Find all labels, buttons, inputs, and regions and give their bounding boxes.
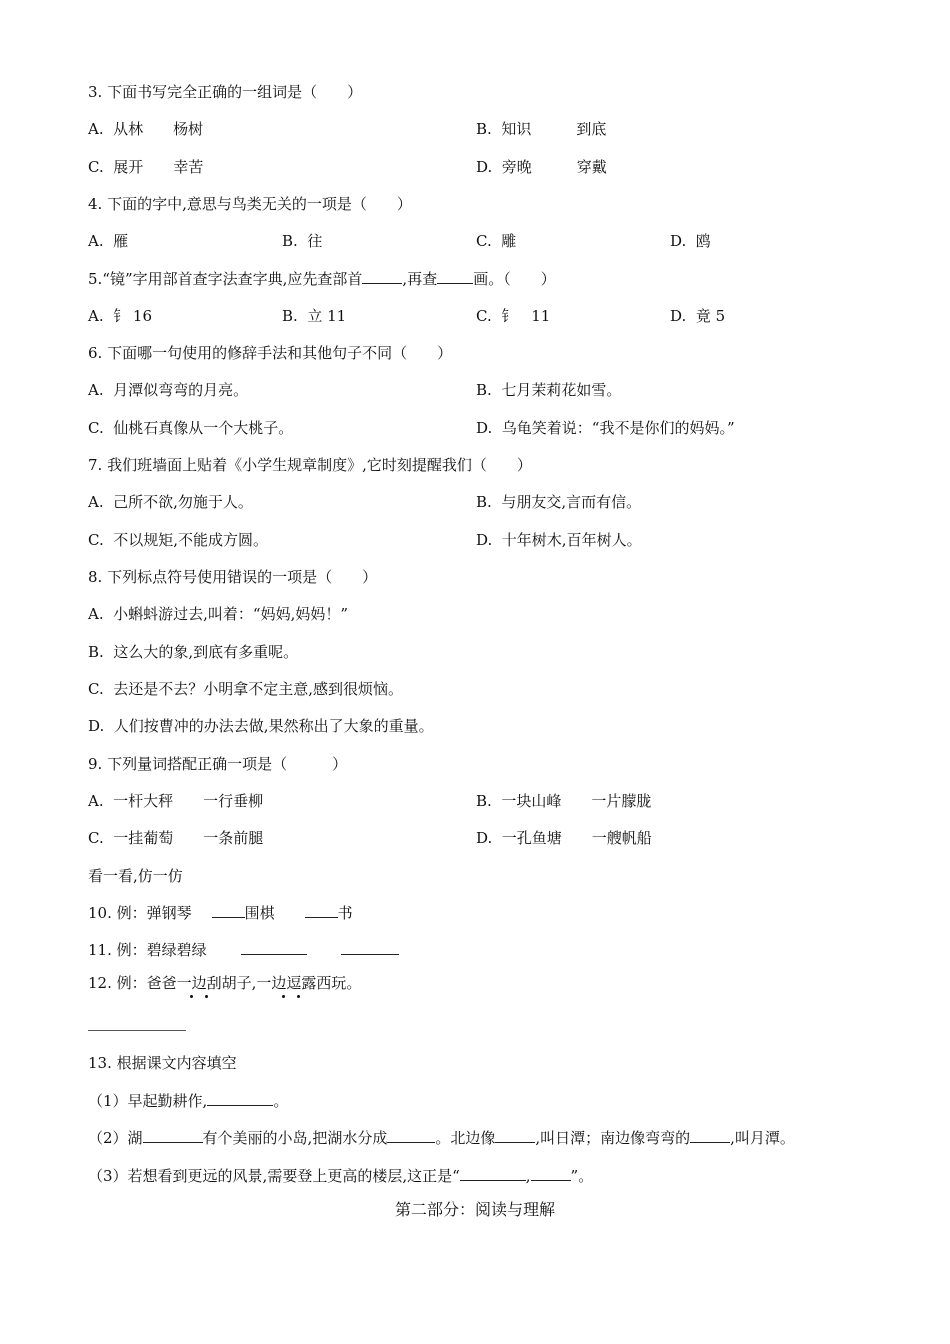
q9-stem: 9. 下列量词搭配正确一项是（ ） [88, 755, 348, 773]
q5-option-c: C. 钅 11 [476, 307, 551, 325]
emphasis-dot [190, 995, 193, 998]
q13-text: 。北边像 [435, 1129, 496, 1147]
blank [305, 903, 338, 918]
q10-word-1: 围棋 [244, 904, 275, 922]
q7-option-c: C. 不以规矩,不能成方圆。 [88, 531, 269, 549]
q13-text: （2）湖 [88, 1129, 143, 1147]
q4-option-d: D. 鸥 [670, 232, 711, 250]
q13-stem: 13. 根据课文内容填空 [88, 1054, 237, 1072]
blank [495, 1128, 535, 1143]
q11-example: 11. 例：碧绿碧绿 [88, 941, 207, 959]
q13-part-2 [88, 1128, 795, 1148]
q4-stem: 4. 下面的字中,意思与鸟类无关的一项是（ ） [88, 195, 412, 213]
q6-option-d: D. 乌龟笑着说：“我不是你们的妈妈。” [476, 419, 735, 437]
q3-stem: 3. 下面书写完全正确的一组词是（ ） [88, 83, 363, 101]
q5-option-d: D. 竟 5 [670, 307, 726, 325]
q4-option-a: A. 雁 [88, 232, 129, 250]
blank [531, 1166, 571, 1181]
q3-option-a: A. 从林 杨树 [88, 120, 204, 138]
q10-word-2: 书 [337, 904, 353, 922]
q5-stem-part: 5.“镜”字用部首查字法查字典,应先查部首 [88, 270, 363, 288]
q8-option-a: A. 小蝌蚪游过去,叫着：“妈妈,妈妈！” [88, 605, 349, 623]
blank [143, 1128, 203, 1143]
q6-option-b: B. 七月茉莉花如雪。 [476, 381, 622, 399]
q7-option-a: A. 己所不欲,勿施于人。 [88, 493, 253, 511]
blank [690, 1128, 730, 1143]
blank [437, 269, 473, 284]
blank [341, 940, 399, 955]
section-title: 看一看,仿一仿 [88, 867, 183, 885]
divider [88, 1030, 186, 1031]
q13-text: （1）早起勤耕作, [88, 1092, 208, 1110]
q4-option-b: B. 往 [282, 232, 323, 250]
q6-option-a: A. 月潭似弯弯的月亮。 [88, 381, 249, 399]
q9-option-d: D. 一孔鱼塘 一艘帆船 [476, 829, 652, 847]
q13-part-1 [88, 1091, 288, 1111]
blank [207, 1091, 273, 1106]
q6-option-c: C. 仙桃石真像从一个大桃子。 [88, 419, 294, 437]
q7-option-b: B. 与朋友交,言而有信。 [476, 493, 642, 511]
q3-option-c: C. 展开 幸苦 [88, 158, 204, 176]
q13-text: , [525, 1167, 531, 1185]
emphasis-dot [282, 995, 285, 998]
q5-stem-part: 画。（ ） [473, 270, 556, 288]
blank [460, 1166, 526, 1181]
q13-part-3 [88, 1166, 593, 1186]
q10-example: 10. 例：弹钢琴 [88, 904, 192, 922]
q7-option-d: D. 十年树木,百年树人。 [476, 531, 642, 549]
q5-option-a: A. 钅 16 [88, 307, 152, 325]
q3-option-b: B. 知识 到底 [476, 120, 607, 138]
q12-line: 12. 例：爸爸一边刮胡子,一边逗露西玩。 [88, 974, 362, 992]
blank [212, 903, 245, 918]
emphasis-dot [297, 995, 300, 998]
blank [387, 1128, 435, 1143]
part-two-heading: 第二部分：阅读与理解 [394, 1200, 555, 1219]
blank [362, 269, 402, 284]
q13-text: （3）若想看到更远的风景,需要登上更高的楼层,这正是“ [88, 1167, 460, 1185]
emphasis-dot [205, 995, 208, 998]
q8-stem: 8. 下列标点符号使用错误的一项是（ ） [88, 568, 378, 586]
q13-text: 。 [273, 1092, 289, 1110]
q4-option-c: C. 雕 [476, 232, 517, 250]
q8-option-b: B. 这么大的象,到底有多重呢。 [88, 643, 299, 661]
q5-stem-part: ,再查 [402, 270, 438, 288]
q13-text: 有个美丽的小岛,把湖水分成 [202, 1129, 388, 1147]
q13-text: ”。 [570, 1167, 594, 1185]
q10-line [88, 903, 353, 923]
q5-stem [88, 269, 556, 289]
blank [241, 940, 307, 955]
q7-stem: 7. 我们班墙面上贴着《小学生规章制度》,它时刻提醒我们（ ） [88, 456, 532, 474]
q9-option-c: C. 一挂葡萄 一条前腿 [88, 829, 264, 847]
q3-option-d: D. 旁晚 穿戴 [476, 158, 607, 176]
q11-line [88, 940, 399, 960]
q8-option-c: C. 去还是不去？小明拿不定主意,感到很烦恼。 [88, 680, 404, 698]
q6-stem: 6. 下面哪一句使用的修辞手法和其他句子不同（ ） [88, 344, 453, 362]
q13-text: ,叫日潭；南边像弯弯的 [535, 1129, 691, 1147]
q9-option-a: A. 一杆大秤 一行垂柳 [88, 792, 264, 810]
q5-option-b: B. 立 11 [282, 307, 347, 325]
q13-text: ,叫月潭。 [730, 1129, 795, 1147]
q9-option-b: B. 一块山峰 一片朦胧 [476, 792, 652, 810]
q8-option-d: D. 人们按曹冲的办法去做,果然称出了大象的重量。 [88, 717, 434, 735]
